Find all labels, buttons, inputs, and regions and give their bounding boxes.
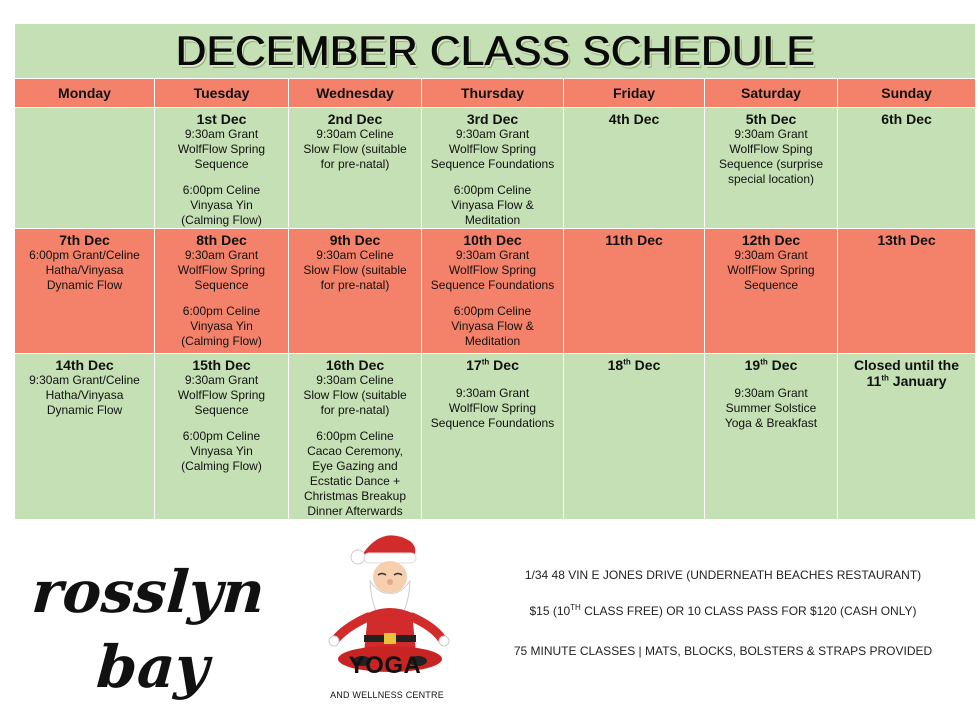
class-text: Slow Flow (suitable: [303, 388, 407, 402]
class-text: Cacao Ceremony,: [307, 444, 403, 458]
class-text: 6:00pm Celine: [453, 183, 532, 197]
class-text: for pre-natal): [320, 157, 390, 171]
class-text: Sequence Foundations: [430, 278, 555, 292]
logo-word-bay: bay: [94, 632, 212, 701]
class-text: 9:30am Grant: [455, 127, 530, 141]
class-entry: [155, 127, 288, 172]
class-text: Sequence Foundations: [430, 157, 555, 171]
date-label: 14th Dec: [55, 357, 114, 373]
logo-word-rosslyn: rosslyn: [30, 557, 268, 626]
class-text: Yoga & Breakfast: [724, 416, 818, 430]
class-text: 9:30am Grant: [455, 386, 530, 400]
class-text: Vinyasa Yin: [190, 198, 253, 212]
class-entry: [422, 183, 563, 228]
day-header-wednesday: Wednesday: [289, 79, 422, 108]
class-entry: [705, 127, 837, 187]
class-entry: [155, 183, 288, 228]
class-entry: [289, 127, 421, 172]
day-header-saturday: Saturday: [705, 79, 838, 108]
date-label: [15, 108, 154, 111]
day-cell: [155, 229, 289, 354]
week-row: [15, 354, 976, 520]
class-text: 9:30am Celine: [316, 248, 394, 262]
title-banner: [15, 24, 976, 79]
class-text: Christmas Breakup: [303, 489, 407, 503]
day-cell: [422, 354, 564, 520]
class-text: Hatha/Vinyasa: [45, 388, 124, 402]
date-label: 15th Dec: [192, 357, 251, 373]
class-entry: [155, 248, 288, 293]
date-label: 3rd Dec: [466, 111, 519, 127]
class-entry: [15, 248, 154, 293]
class-text: 9:30am Celine: [316, 127, 394, 141]
date-label: 13th Dec: [877, 232, 936, 248]
class-text: WolfFlow Spring: [448, 263, 537, 277]
class-text: Slow Flow (suitable: [303, 263, 407, 277]
page-title: DECEMBER CLASS SCHEDULE: [175, 27, 815, 74]
class-entry: [155, 429, 288, 474]
day-header-row: [15, 79, 976, 108]
day-header-thursday: Thursday: [422, 79, 564, 108]
day-cell: [705, 354, 838, 520]
class-text: special location): [727, 172, 815, 186]
day-cell: [838, 108, 976, 229]
date-label: 17th Dec: [466, 357, 519, 373]
rosslyn-bay-logo: [30, 552, 310, 702]
day-cell: [422, 108, 564, 229]
class-text: Vinyasa Yin: [190, 444, 253, 458]
day-cell: [155, 354, 289, 520]
day-cell: [705, 108, 838, 229]
class-text: Eye Gazing and: [312, 459, 398, 473]
class-text: 9:30am Grant/Celine: [29, 373, 140, 387]
class-text: Sequence Foundations: [430, 416, 555, 430]
class-text: 6:00pm Celine: [316, 429, 394, 443]
class-text: WolfFlow Spring: [448, 401, 537, 415]
day-cell: [838, 229, 976, 354]
date-label: 11th Dec: [605, 232, 663, 248]
date-label: 6th Dec: [881, 111, 932, 127]
class-text: Sequence: [194, 157, 249, 171]
class-entry: [155, 373, 288, 418]
class-entry: [422, 386, 563, 431]
closed-notice: Closed until the 11th January: [854, 357, 960, 389]
class-text: Vinyasa Flow &: [451, 198, 534, 212]
class-text: Sequence (surprise: [718, 157, 824, 171]
date-label: 7th Dec: [59, 232, 110, 248]
day-cell: [15, 229, 155, 354]
class-text: 9:30am Grant: [734, 127, 808, 141]
class-text: 6:00pm Celine: [182, 183, 261, 197]
class-text: Sequence: [194, 278, 249, 292]
day-cell: [15, 354, 155, 520]
class-text: WolfFlow Spring: [177, 388, 266, 402]
date-label: 10th Dec: [463, 232, 522, 248]
pricing-text: $15 (10TH CLASS FREE) OR 10 CLASS PASS FOR $120 (CASH ONLY): [529, 603, 917, 618]
class-entry: [155, 304, 288, 349]
day-header-tuesday: Tuesday: [155, 79, 289, 108]
day-cell: [705, 229, 838, 354]
class-text: for pre-natal): [320, 403, 390, 417]
class-text: Slow Flow (suitable: [303, 142, 407, 156]
class-text: WolfFlow Sping: [729, 142, 813, 156]
class-text: (Calming Flow): [181, 213, 262, 227]
class-entry: [705, 386, 837, 431]
date-label: 12th Dec: [741, 232, 801, 248]
day-cell: [564, 108, 705, 229]
date-label: 9th Dec: [329, 232, 381, 248]
class-entry: [15, 373, 154, 418]
class-text: WolfFlow Spring: [177, 142, 266, 156]
class-text: Summer Solstice: [725, 401, 817, 415]
day-header-monday: Monday: [15, 79, 155, 108]
class-text: 9:30am Grant: [734, 386, 808, 400]
date-label: 16th Dec: [325, 357, 385, 373]
day-header-friday: Friday: [564, 79, 705, 108]
class-text: Dinner Afterwards: [307, 504, 403, 518]
day-cell: [289, 229, 422, 354]
class-entry: [289, 429, 421, 519]
day-cell: [289, 108, 422, 229]
day-cell: [15, 108, 155, 229]
class-text: Vinyasa Yin: [190, 319, 253, 333]
date-label: 1st Dec: [196, 111, 247, 127]
class-text: WolfFlow Spring: [177, 263, 266, 277]
yoga-subtitle: AND WELLNESS CENTRE: [330, 690, 444, 700]
day-cell: [564, 229, 705, 354]
class-text: Meditation: [464, 213, 521, 227]
schedule-table: [14, 23, 976, 520]
date-label: 4th Dec: [608, 111, 660, 127]
class-text: 9:30am Grant: [184, 127, 259, 141]
class-text: Hatha/Vinyasa: [45, 263, 124, 277]
day-cell: [564, 354, 705, 520]
classes-info-text: 75 MINUTE CLASSES | MATS, BLOCKS, BOLSTERS & STRAPS PROVIDED: [513, 644, 933, 658]
class-text: 9:30am Celine: [316, 373, 394, 387]
class-text: Dynamic Flow: [46, 278, 123, 292]
day-cell: [838, 354, 976, 520]
class-text: (Calming Flow): [181, 334, 262, 348]
week-row: [15, 108, 976, 229]
class-text: WolfFlow Spring: [448, 142, 537, 156]
class-entry: [289, 248, 421, 293]
class-text: Sequence: [743, 278, 799, 292]
week-row: [15, 229, 976, 354]
day-header-sunday: Sunday: [838, 79, 976, 108]
yoga-wordmark: YOGA: [348, 652, 422, 679]
class-text: Vinyasa Flow &: [451, 319, 534, 333]
class-text: for pre-natal): [320, 278, 390, 292]
class-entry: [422, 304, 563, 349]
class-entry: [422, 248, 563, 293]
day-cell: [289, 354, 422, 520]
santa-meditating-icon: [322, 527, 452, 707]
date-label: 5th Dec: [745, 111, 797, 127]
class-entry: [422, 127, 563, 172]
class-text: Sequence: [194, 403, 249, 417]
class-text: Meditation: [464, 334, 521, 348]
date-label: 2nd Dec: [327, 111, 383, 127]
class-entry: [705, 248, 837, 293]
class-text: Dynamic Flow: [46, 403, 123, 417]
class-text: Ecstatic Dance +: [309, 474, 401, 488]
day-cell: [155, 108, 289, 229]
class-text: 6:00pm Celine: [182, 429, 261, 443]
address-text: 1/34 48 VIN E JONES DRIVE (UNDERNEATH BEACHES RESTAURANT): [524, 568, 922, 582]
date-label: 8th Dec: [196, 232, 247, 248]
date-label: 19th Dec: [744, 357, 798, 373]
class-text: 9:30am Grant: [184, 248, 259, 262]
class-text: 9:30am Grant: [184, 373, 259, 387]
class-entry: [289, 373, 421, 418]
class-text: WolfFlow Spring: [727, 263, 815, 277]
class-text: 6:00pm Grant/Celine: [29, 248, 140, 262]
class-text: 6:00pm Celine: [453, 304, 532, 318]
day-cell: [422, 229, 564, 354]
class-text: 6:00pm Celine: [182, 304, 261, 318]
class-text: (Calming Flow): [181, 459, 262, 473]
class-text: 9:30am Grant: [734, 248, 808, 262]
date-label: 18th Dec: [607, 357, 661, 373]
class-text: 9:30am Grant: [455, 248, 530, 262]
